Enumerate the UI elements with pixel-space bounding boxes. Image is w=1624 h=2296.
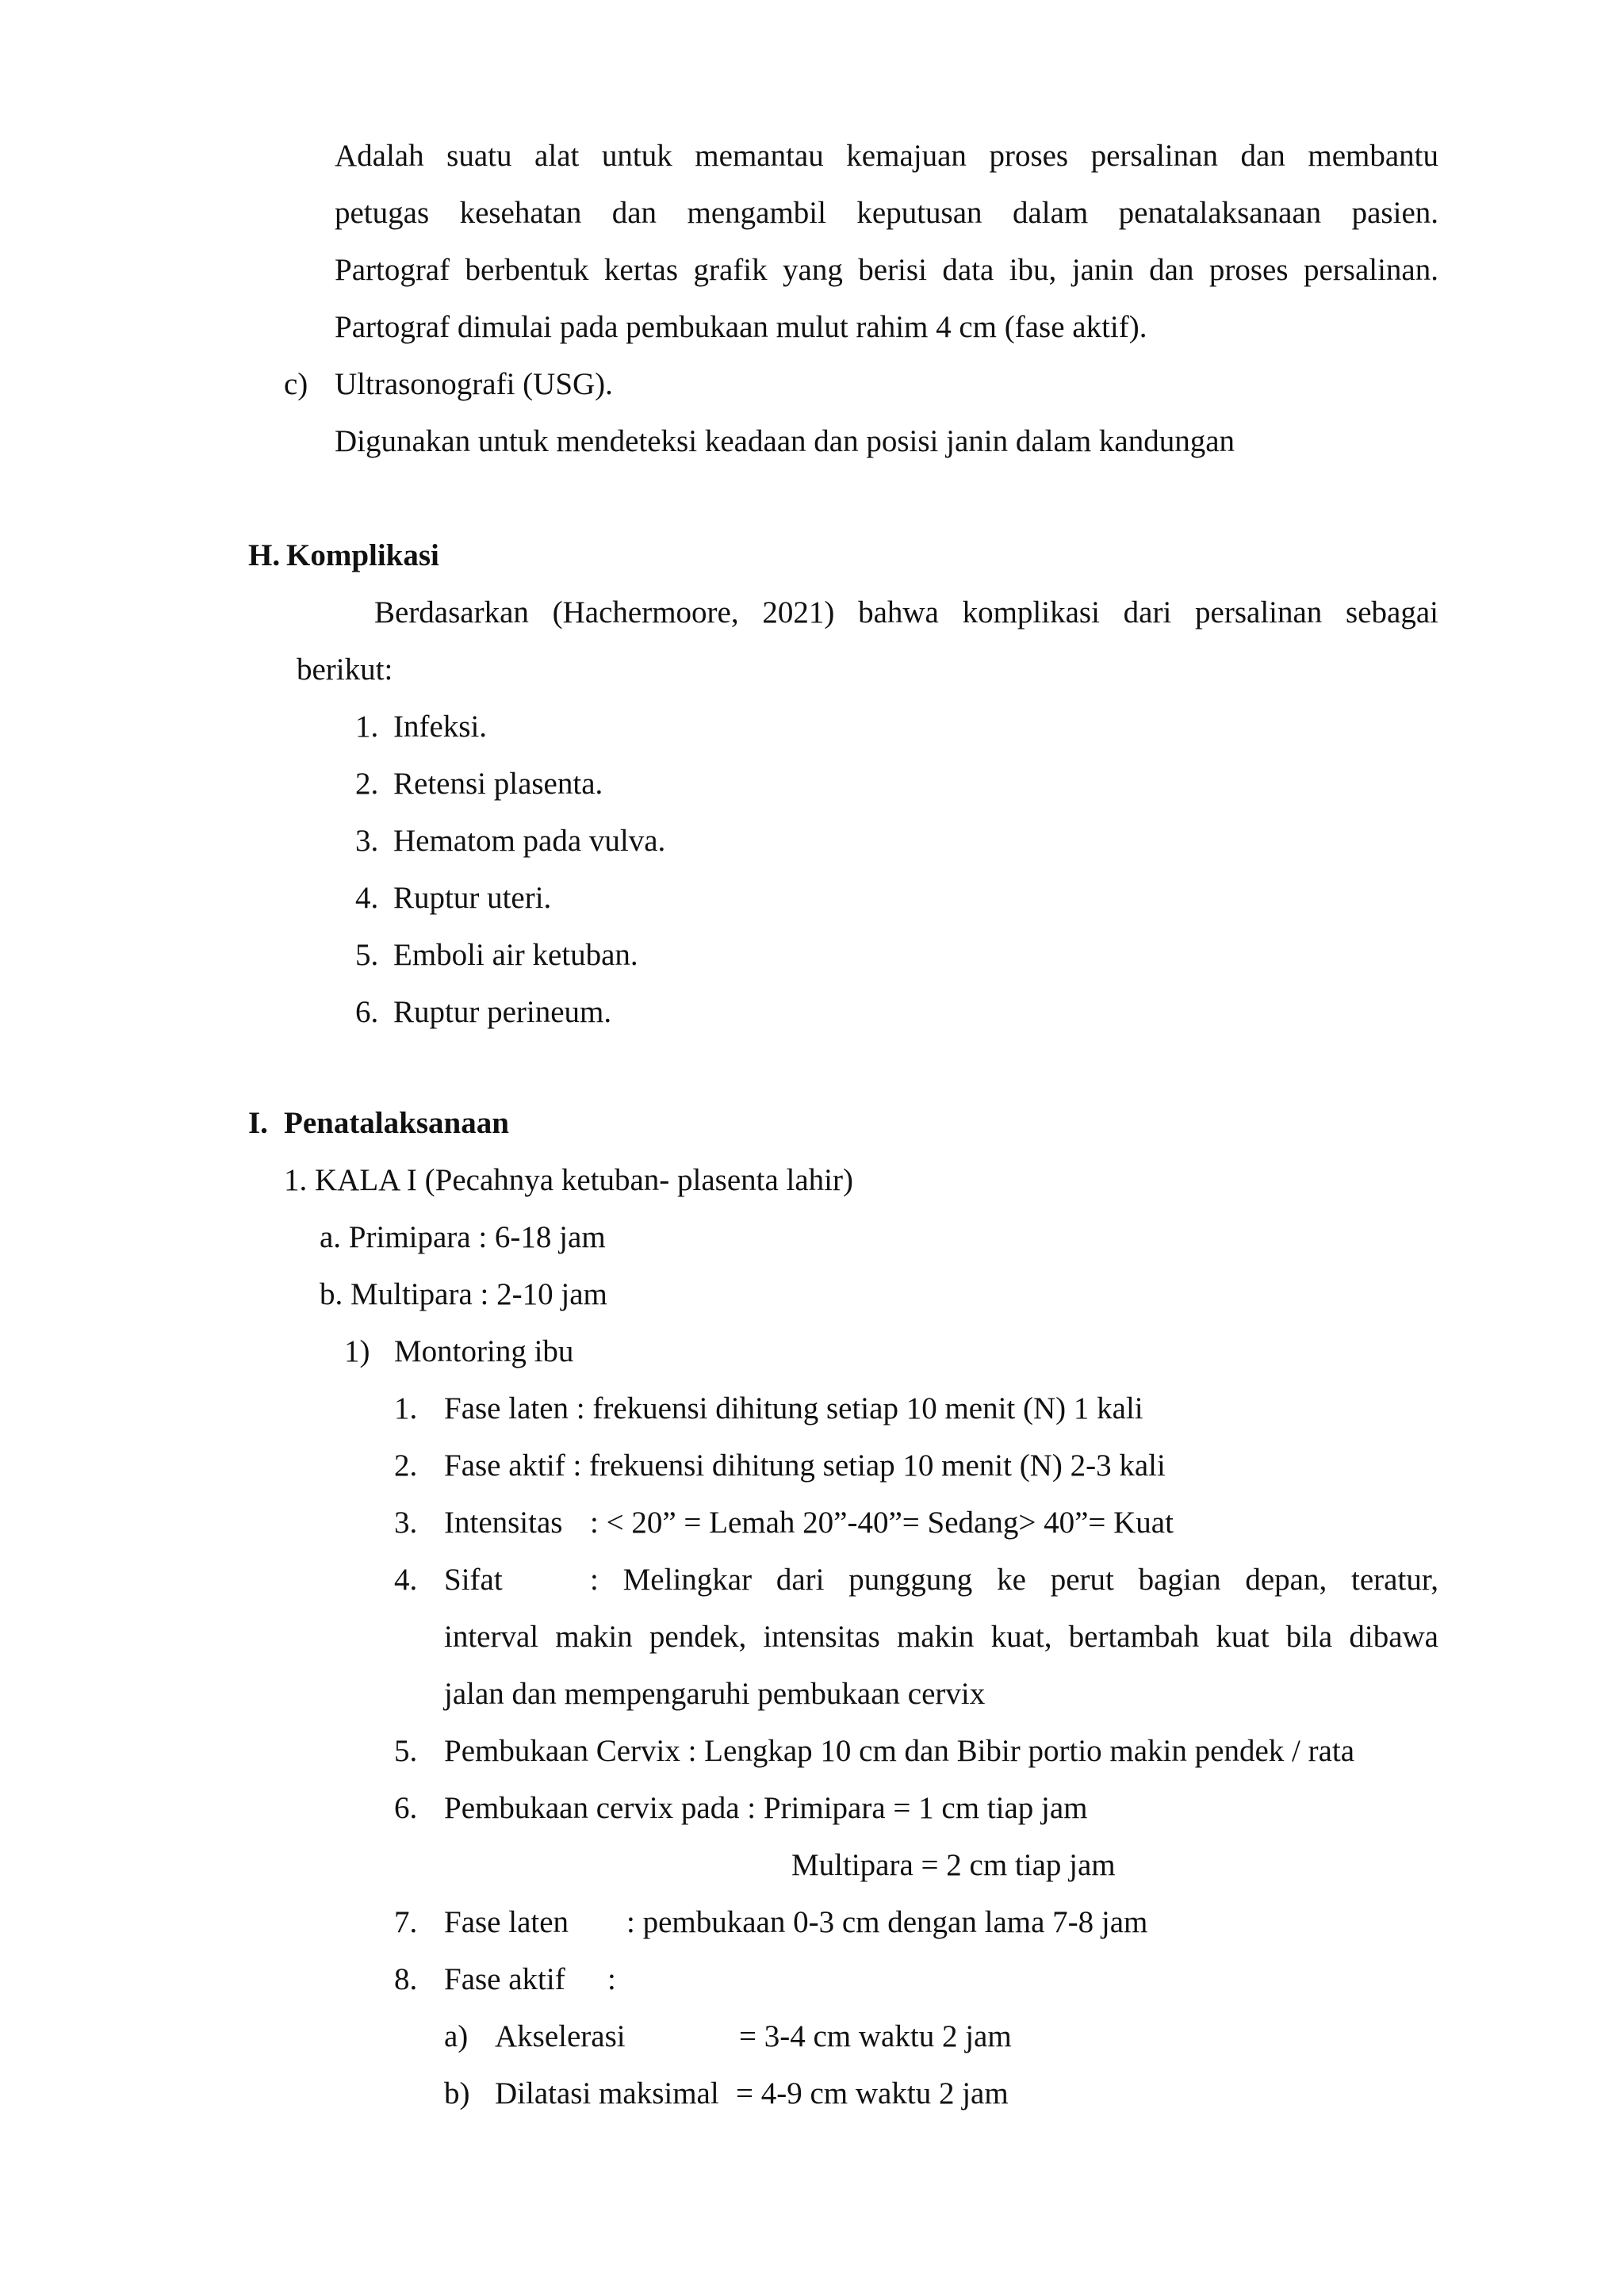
intro-line-1: Adalah suatu alat untuk memantau kemajuan proses persalinan dan membantu	[335, 139, 1438, 173]
list-item: Emboli air ketuban.	[393, 938, 638, 972]
multipara-line: b. Multipara : 2-10 jam	[320, 1277, 607, 1311]
list-item-number: 3.	[355, 824, 379, 858]
item-c-title: Ultrasonografi (USG).	[335, 367, 613, 401]
list-item: Infeksi.	[393, 710, 488, 744]
list-item-number: 5.	[355, 938, 379, 972]
list-item-number: 7.	[394, 1905, 418, 1939]
sub-item-label: Dilatasi maksimal	[495, 2076, 719, 2110]
list-item-number: 8.	[394, 1962, 418, 1996]
list-item: Ruptur perineum.	[393, 995, 612, 1029]
list-item: Pembukaan Cervix : Lengkap 10 cm dan Bibir portio makin pendek / rata	[444, 1734, 1355, 1768]
list-item-label: Sifat	[444, 1563, 503, 1597]
list-item: Pembukaan cervix pada : Primipara = 1 cm tiap jam	[444, 1791, 1088, 1825]
list-item-number: 6.	[394, 1791, 418, 1825]
section-h-paragraph-line-2: berikut:	[297, 652, 393, 687]
monitoring-heading: Montoring ibu	[394, 1334, 574, 1368]
list-item-label: Fase laten	[444, 1905, 569, 1939]
list-item-number: 6.	[355, 995, 379, 1029]
section-i-title: Penatalaksanaan	[284, 1106, 509, 1140]
sub-item-marker: a)	[444, 2019, 469, 2053]
list-item: Fase aktif : frekuensi dihitung setiap 10 menit (N) 2-3 kali	[444, 1448, 1166, 1483]
list-item-label: Fase aktif	[444, 1962, 565, 1996]
sub-item: = 4-9 cm waktu 2 jam	[736, 2076, 1009, 2110]
list-item-number: 3.	[394, 1506, 418, 1540]
primipara-line: a. Primipara : 6-18 jam	[320, 1220, 606, 1254]
list-item-label: Intensitas	[444, 1506, 563, 1540]
list-item-number: 1.	[355, 710, 379, 744]
list-item-continued: interval makin pendek, intensitas makin kuat, bertambah kuat bila dibawa	[444, 1620, 1438, 1654]
intro-line-2: petugas kesehatan dan mengambil keputusan dalam penatalaksanaan pasien.	[335, 196, 1438, 230]
section-h-title: Komplikasi	[286, 538, 439, 572]
section-h-paragraph-line-1: Berdasarkan (Hachermoore, 2021) bahwa komplikasi dari persalinan sebagai	[374, 595, 1438, 629]
list-item: Fase laten : frekuensi dihitung setiap 10 menit (N) 1 kali	[444, 1391, 1143, 1425]
list-item: :	[607, 1962, 616, 1996]
sub-item: = 3-4 cm waktu 2 jam	[739, 2019, 1012, 2053]
sub-item-label: Akselerasi	[495, 2019, 626, 2053]
list-item-continued: Multipara = 2 cm tiap jam	[791, 1848, 1116, 1882]
section-h-marker: H.	[248, 538, 281, 572]
list-item: Retensi plasenta.	[393, 767, 603, 801]
section-i-marker: I.	[248, 1106, 268, 1140]
sub-item-marker: b)	[444, 2076, 470, 2110]
list-item-number: 2.	[355, 767, 379, 801]
list-item: : < 20” = Lemah 20”-40”= Sedang> 40”= Kuat	[590, 1506, 1174, 1540]
item-c-description: Digunakan untuk mendeteksi keadaan dan posisi janin dalam kandungan	[335, 424, 1235, 458]
list-item: Hematom pada vulva.	[393, 824, 666, 858]
monitoring-number: 1)	[344, 1334, 370, 1368]
list-item-continued: jalan dan mempengaruhi pembukaan cervix	[444, 1677, 986, 1711]
intro-line-3: Partograf berbentuk kertas grafik yang berisi data ibu, janin dan proses persalinan.	[335, 253, 1438, 287]
list-item-number: 5.	[394, 1734, 418, 1768]
list-item: : Melingkar dari punggung ke perut bagian depan, teratur,	[590, 1563, 1438, 1597]
list-item-number: 2.	[394, 1448, 418, 1483]
list-item-number: 4.	[355, 881, 379, 915]
intro-line-4: Partograf dimulai pada pembukaan mulut rahim 4 cm (fase aktif).	[335, 310, 1147, 344]
list-item: Ruptur uteri.	[393, 881, 552, 915]
list-item: : pembukaan 0-3 cm dengan lama 7-8 jam	[626, 1905, 1148, 1939]
list-item-number: 4.	[394, 1563, 418, 1597]
list-item-number: 1.	[394, 1391, 418, 1425]
kala-heading: 1. KALA I (Pecahnya ketuban- plasenta lahir)	[284, 1163, 853, 1197]
item-c-marker: c)	[284, 367, 308, 401]
